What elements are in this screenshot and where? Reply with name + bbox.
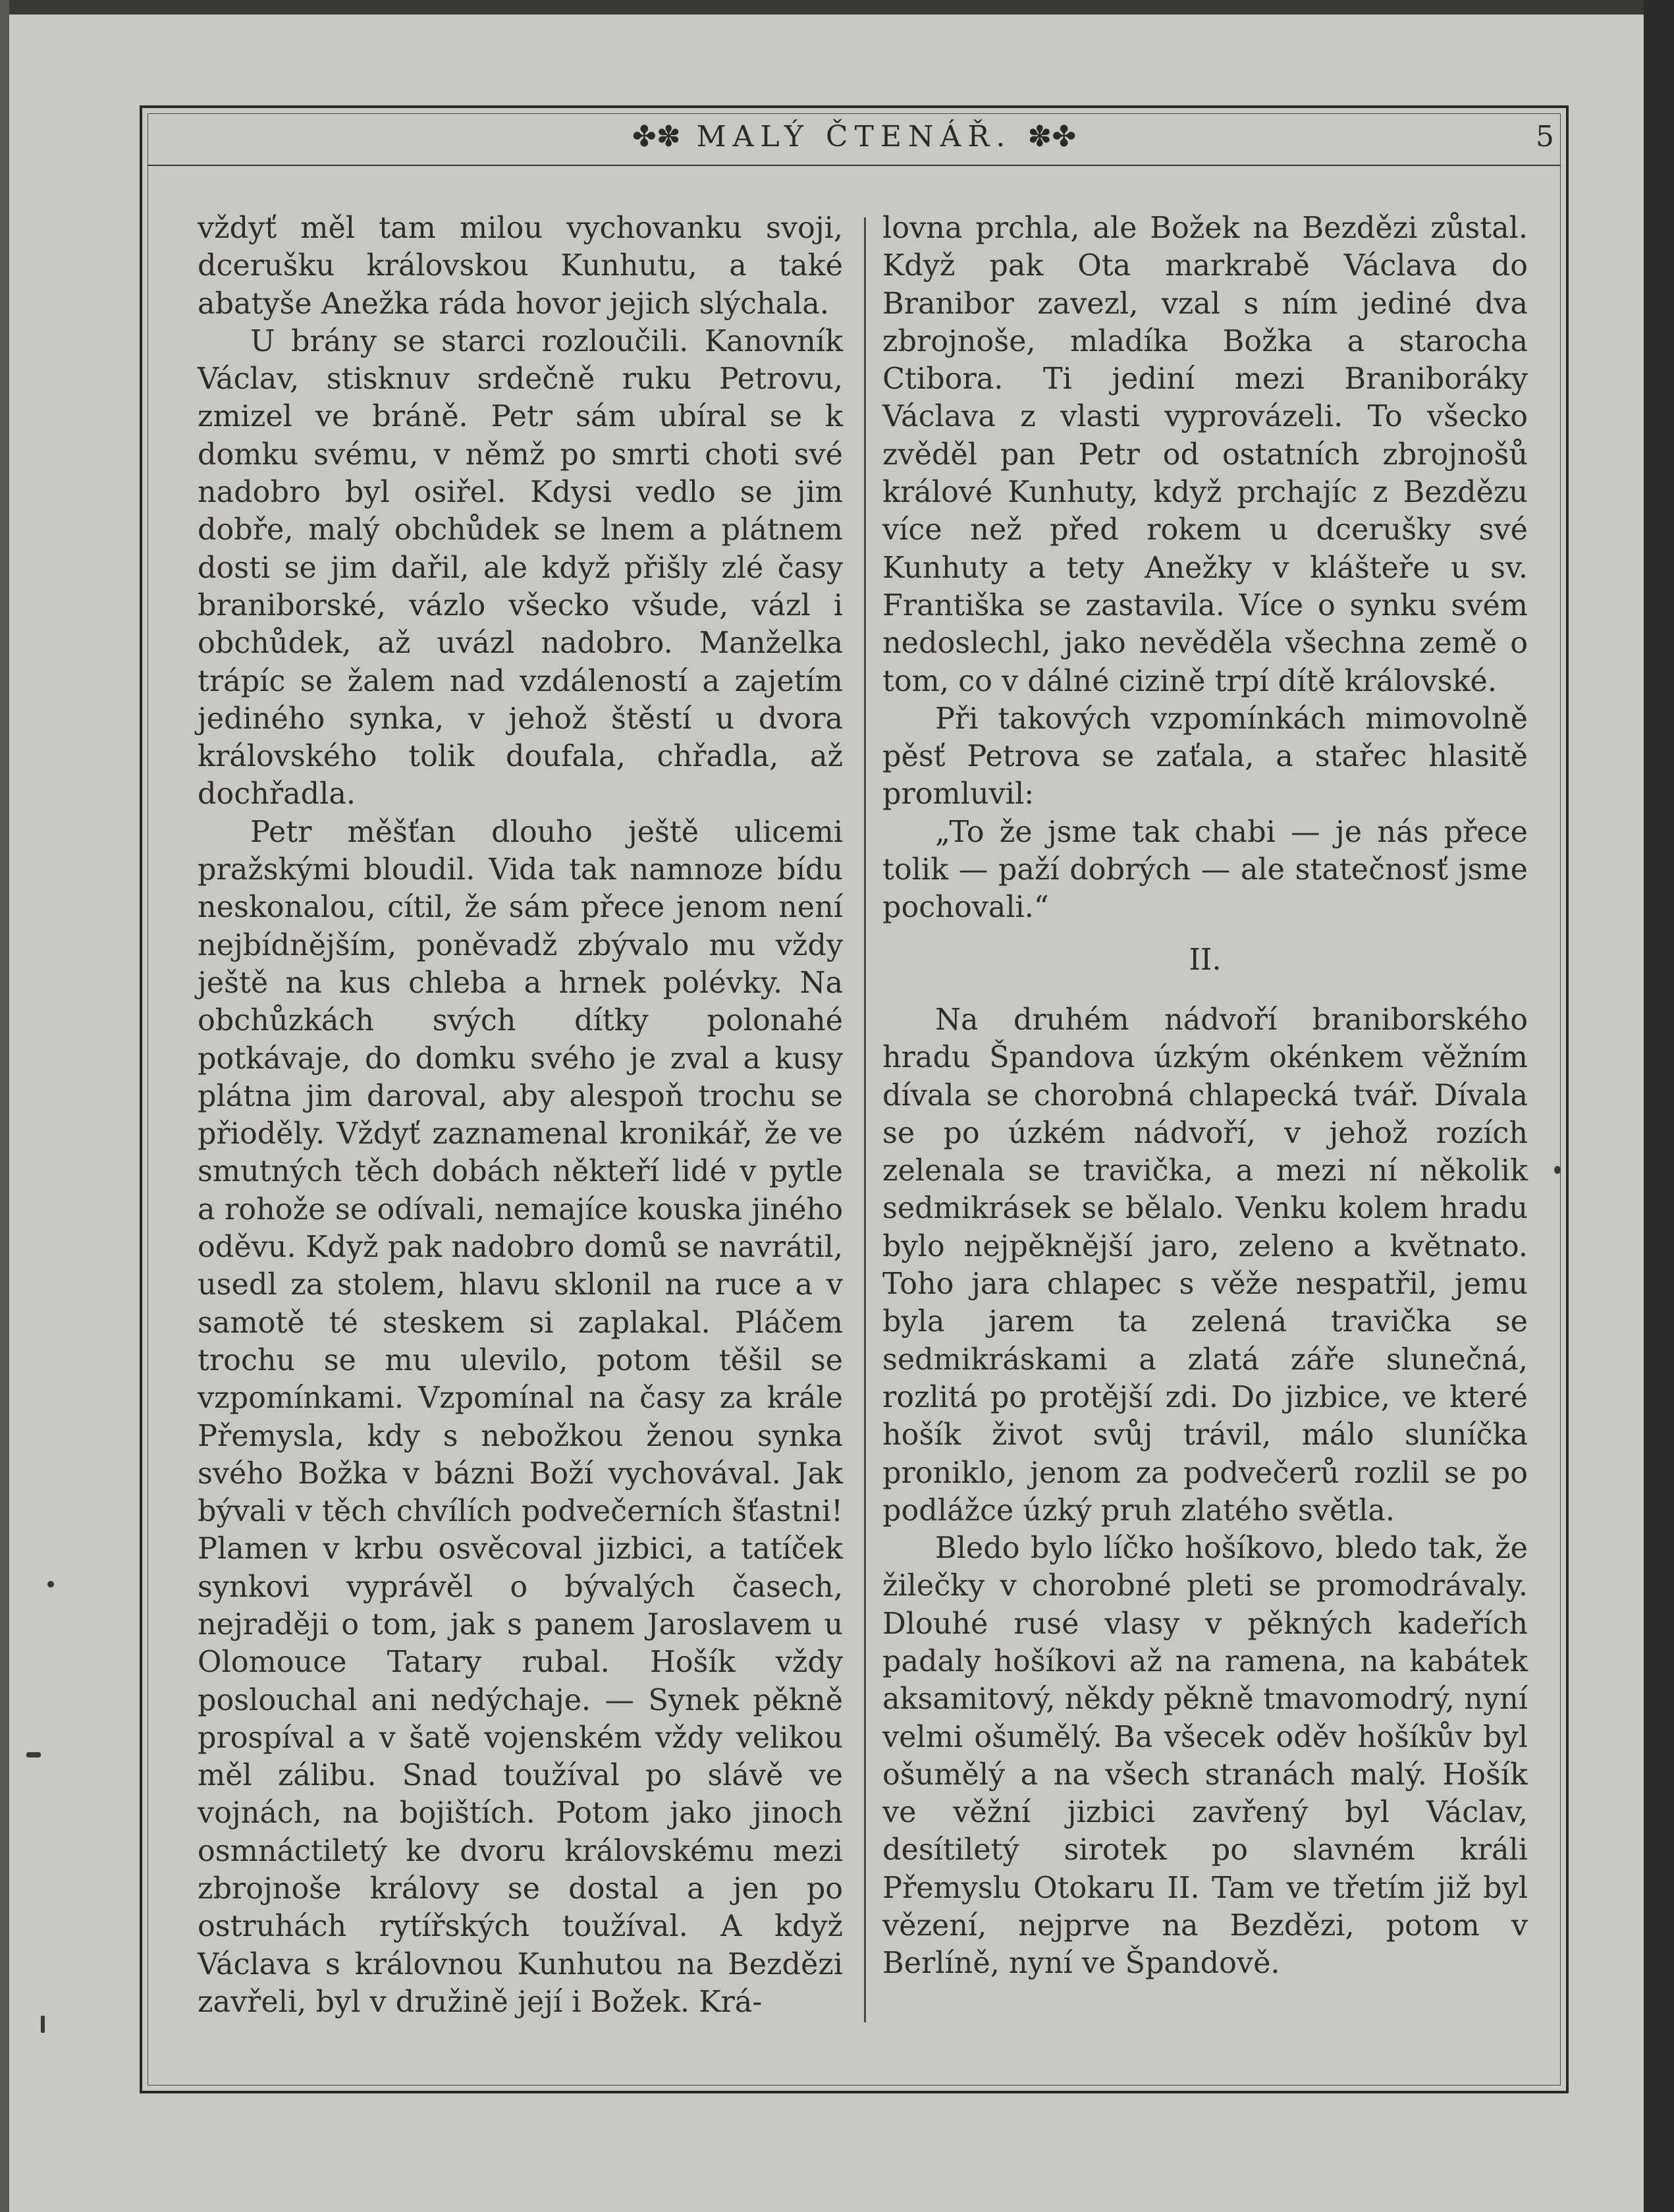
- paragraph: Při takových vzpomínkách mimovolně pěsť Petrova se zaťala, a stařec hlasitě promluvil:: [882, 702, 1528, 812]
- paragraph: Bledo bylo líčko hošíkovo, bledo tak, že žilečky v chorobné pleti se promodrávaly. Dlouhé rusé vlasy v pěkných kadeřích padaly hošíkovi až na ramena, na kabátek aksamitový, někdy pěkně tmavomodrý, nyní velmi ošumělý. Ba všecek oděv hošíkův byl ošumělý a na všech stranách malý. Hošík ve věžní jizbici zavřený byl Václav, desítiletý sirotek po slavném králi Přemyslu Otokaru II. Tam ve třetím již byl vězení, nejprve na Bezdězi, potom v Berlíně, nyní ve Špandově.: [882, 1532, 1528, 1981]
- page-number: 5: [1536, 120, 1554, 153]
- scan-edge-left: [0, 0, 9, 2212]
- scan-edge-right: [1644, 0, 1674, 2212]
- scan-speck: [26, 1752, 41, 1757]
- scan-speck: [47, 1581, 54, 1588]
- right-column: [882, 209, 1528, 1983]
- running-header: [148, 113, 1561, 166]
- running-title: [148, 120, 1561, 153]
- ornament-right-icon: ✽✤: [1027, 120, 1077, 153]
- paragraph: vždyť měl tam milou vychovanku svoji, dcerušku královskou Kunhutu, a také abatyše Anežka ráda hovor jejich slýchala.: [198, 211, 843, 321]
- paragraph: lovna prchla, ale Božek na Bezdězi zůstal. Když pak Ota markrabě Václava do Branibor zavezl, vzal s ním jediné dva zbrojnoše, mladíka Božka a starocha Ctibora. Ti jediní mezi Braniboráky Václava z vlasti vyprovázeli. To všecko zvěděl pan Petr od ostatních zbrojnošů králové Kunhuty, když prchajíc z Bezdězu více než před rokem u dcerušky své Kunhuty a tety Anežky v klášteře u sv. Františka se zastavila. Více o synku svém nedoslechl, jako nevěděla všechna země o tom, co v dálné cizině trpí dítě královské.: [882, 211, 1528, 698]
- paragraph: Petr měšťan dlouho ještě ulicemi pražskými bloudil. Vida tak namnoze bídu neskonalou, cítil, že sám přece jenom není nejbídnějším, poněvadž zbývalo mu vždy ještě na kus chleba a hrnek polévky. Na obchůzkách svých dítky polonahé potkávaje, do domku svého je zval a kusy plátna jim daroval, aby alespoň trochu se přioděly. Vždyť zaznamenal kronikář, že ve smutných těch dobách někteří lidé v pytle a rohože se odívali, nemajíce kouska jiného oděvu. Když pak nadobro domů se navrátil, usedl za stolem, hlavu sklonil na ruce a v samotě té steskem si zaplakal. Pláčem trochu se mu ulevilo, potom těšil se vzpomínkami. Vzpomínal na časy za krále Přemysla, kdy s nebožkou ženou synka svého Božka v bázni Boží vychovával. Jak bývali v těch chvílích podvečerních šťastni! Plamen v krbu osvěcoval jizbici, a tatíček synkovi vyprávěl o bývalých časech, nejraději o tom, jak s panem Jaroslavem u Olomouce Tatary rubal. Hošík vždy poslouchal ani nedýchaje. — Synek pěkně prospíval a v šatě vojenském vždy velikou měl zálibu. Snad toužíval po slávě ve vojnách, na bojištích. Potom jako jinoch osmnáctiletý ke dvoru královskému mezi zbrojnoše královy se dostal a jen po ostruhách rytířských toužíval. A když Václava s královnou Kunhutou na Bezdězi zavřeli, byl v družině její i Božek. Krá-: [198, 815, 843, 2019]
- paragraph: U brány se starci rozloučili. Kanovník Václav, stisknuv srdečně ruku Petrovu, zmizel ve bráně. Petr sám ubíral se k domku svému, v němž po smrti choti své nadobro byl osiřel. Kdysi vedlo se jim dobře, malý obchůdek se lnem a plátnem dosti se jim dařil, ale když přišly zlé časy braniborské, vázlo všecko všude, vázl i obchůdek, až uvázl nadobro. Manželka trápíc se žalem nad vzdáleností a zajetím jediného synka, v jehož štěstí u dvora královského tolik doufala, chřadla, až dochřadla.: [198, 324, 843, 812]
- paragraph: Na druhém nádvoří braniborského hradu Špandova úzkým okénkem věžním dívala se chorobná chlapecká tvář. Dívala se po úzkém nádvoří, v jehož rozích zelenala se travička, a mezi ní několik sedmikrásek se bělalo. Venku kolem hradu bylo nejpěknější jaro, zeleno a květnato. Toho jara chlapec s věže nespatřil, jemu byla jarem ta zelená travička se sedmikráskami a zlatá záře slunečná, rozlitá po protější zdi. Do jizbice, ve které hošík život svůj trávil, málo sluníčka proniklo, jenom za podvečerů rozlil se po podlážce úzký pruh zlatého světla.: [882, 1003, 1528, 1528]
- left-column: [198, 209, 843, 2021]
- quotation: „To že jsme tak chabi — je nás přece tolik — paží dobrých — ale statečnosť jsme pochovali.“: [882, 815, 1528, 925]
- magazine-title: MALÝ ČTENÁŘ.: [696, 120, 1012, 153]
- scan-speck: [41, 2016, 45, 2033]
- chapter-heading: II.: [1189, 943, 1222, 977]
- scan-edge-top: [0, 0, 1674, 14]
- scan-speck: [1554, 1166, 1561, 1174]
- column-divider: [864, 217, 866, 2022]
- ornament-left-icon: ✤✽: [632, 120, 681, 153]
